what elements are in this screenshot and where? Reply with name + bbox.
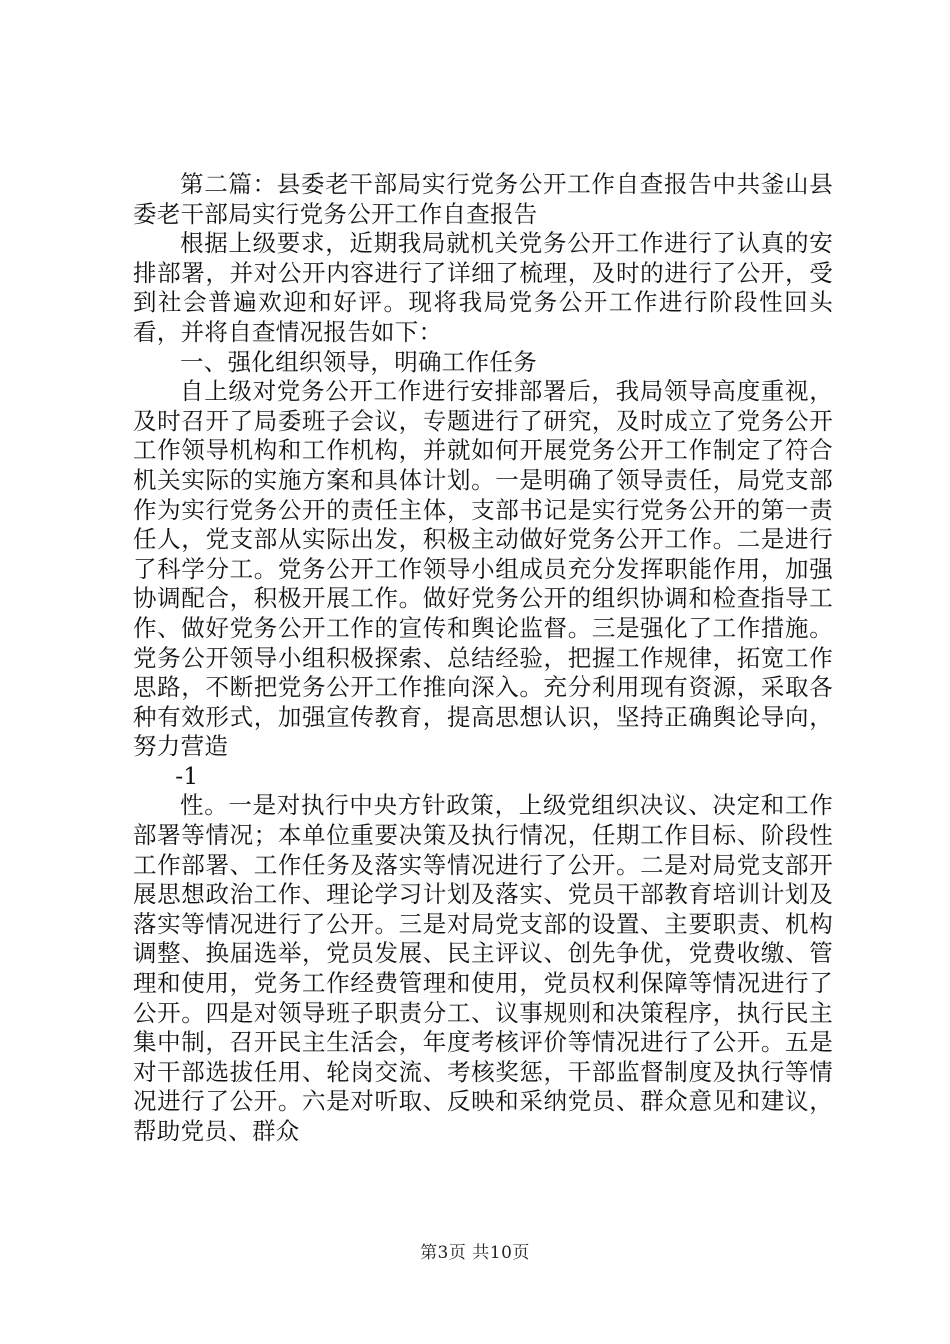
page-number-footer: 第3页 共10页	[420, 1243, 530, 1263]
section-heading: 一、强化组织领导，明确工作任务	[180, 347, 537, 376]
document-body	[133, 170, 833, 1147]
heading-paragraph: 第二篇：县委老干部局实行党务公开工作自查报告中共釜山县委老干部局实行党务公开工作自查报告	[133, 170, 833, 228]
intro-paragraph: 根据上级要求，近期我局就机关党务公开工作进行了认真的安排部署，并对公开内容进行了详细了梳理，及时的进行了公开，受到社会普遍欢迎和好评。现将我局党务公开工作进行阶段性回头看，并将自查情况报告如下：	[133, 229, 833, 346]
body-paragraph: 自上级对党务公开工作进行安排部署后，我局领导高度重视，及时召开了局委班子会议，专题进行了研究，及时成立了党务公开工作领导机构和工作机构，并就如何开展党务公开工作制定了符合机关实际的实施方案和具体计划。一是明确了领导责任，局党支部作为实行党务公开的责任主体，支部书记是实行党务公开的第一责任人，党支部从实际出发，积极主动做好党务公开工作。二是进行了科学分工。党务公开工作领导小组成员充分发挥职能作用，加强协调配合，积极开展工作。做好党务公开的组织协调和检查指导工作、做好党务公开工作的宣传和舆论监督。三是强化了工作措施。党务公开领导小组积极探索、总结经验，把握工作规律，拓宽工作思路，不断把党务公开工作推向深入。充分利用现有资源，采取各种有效形式，加强宣传教育，提高思想认识，坚持正确舆论导向，努力营造	[133, 377, 833, 761]
fragment-marker: -1	[175, 761, 199, 790]
body-paragraph: 性。一是对执行中央方针政策，上级党组织决议、决定和工作部署等情况；本单位重要决策及执行情况，任期工作目标、阶段性工作部署、工作任务及落实等情况进行了公开。二是对局党支部开展思想政治工作、理论学习计划及落实、党员干部教育培训计划及落实等情况进行了公开。三是对局党支部的设置、主要职责、机构调整、换届选举，党员发展、民主评议、创先争优，党费收缴、管理和使用，党务工作经费管理和使用，党员权利保障等情况进行了公开。四是对领导班子职责分工、议事规则和决策程序，执行民主集中制，召开民主生活会，年度考核评价等情况进行了公开。五是对干部选拔任用、轮岗交流、考核奖惩，干部监督制度及执行等情况进行了公开。六是对听取、反映和采纳党员、群众意见和建议，帮助党员、群众	[133, 791, 833, 1145]
